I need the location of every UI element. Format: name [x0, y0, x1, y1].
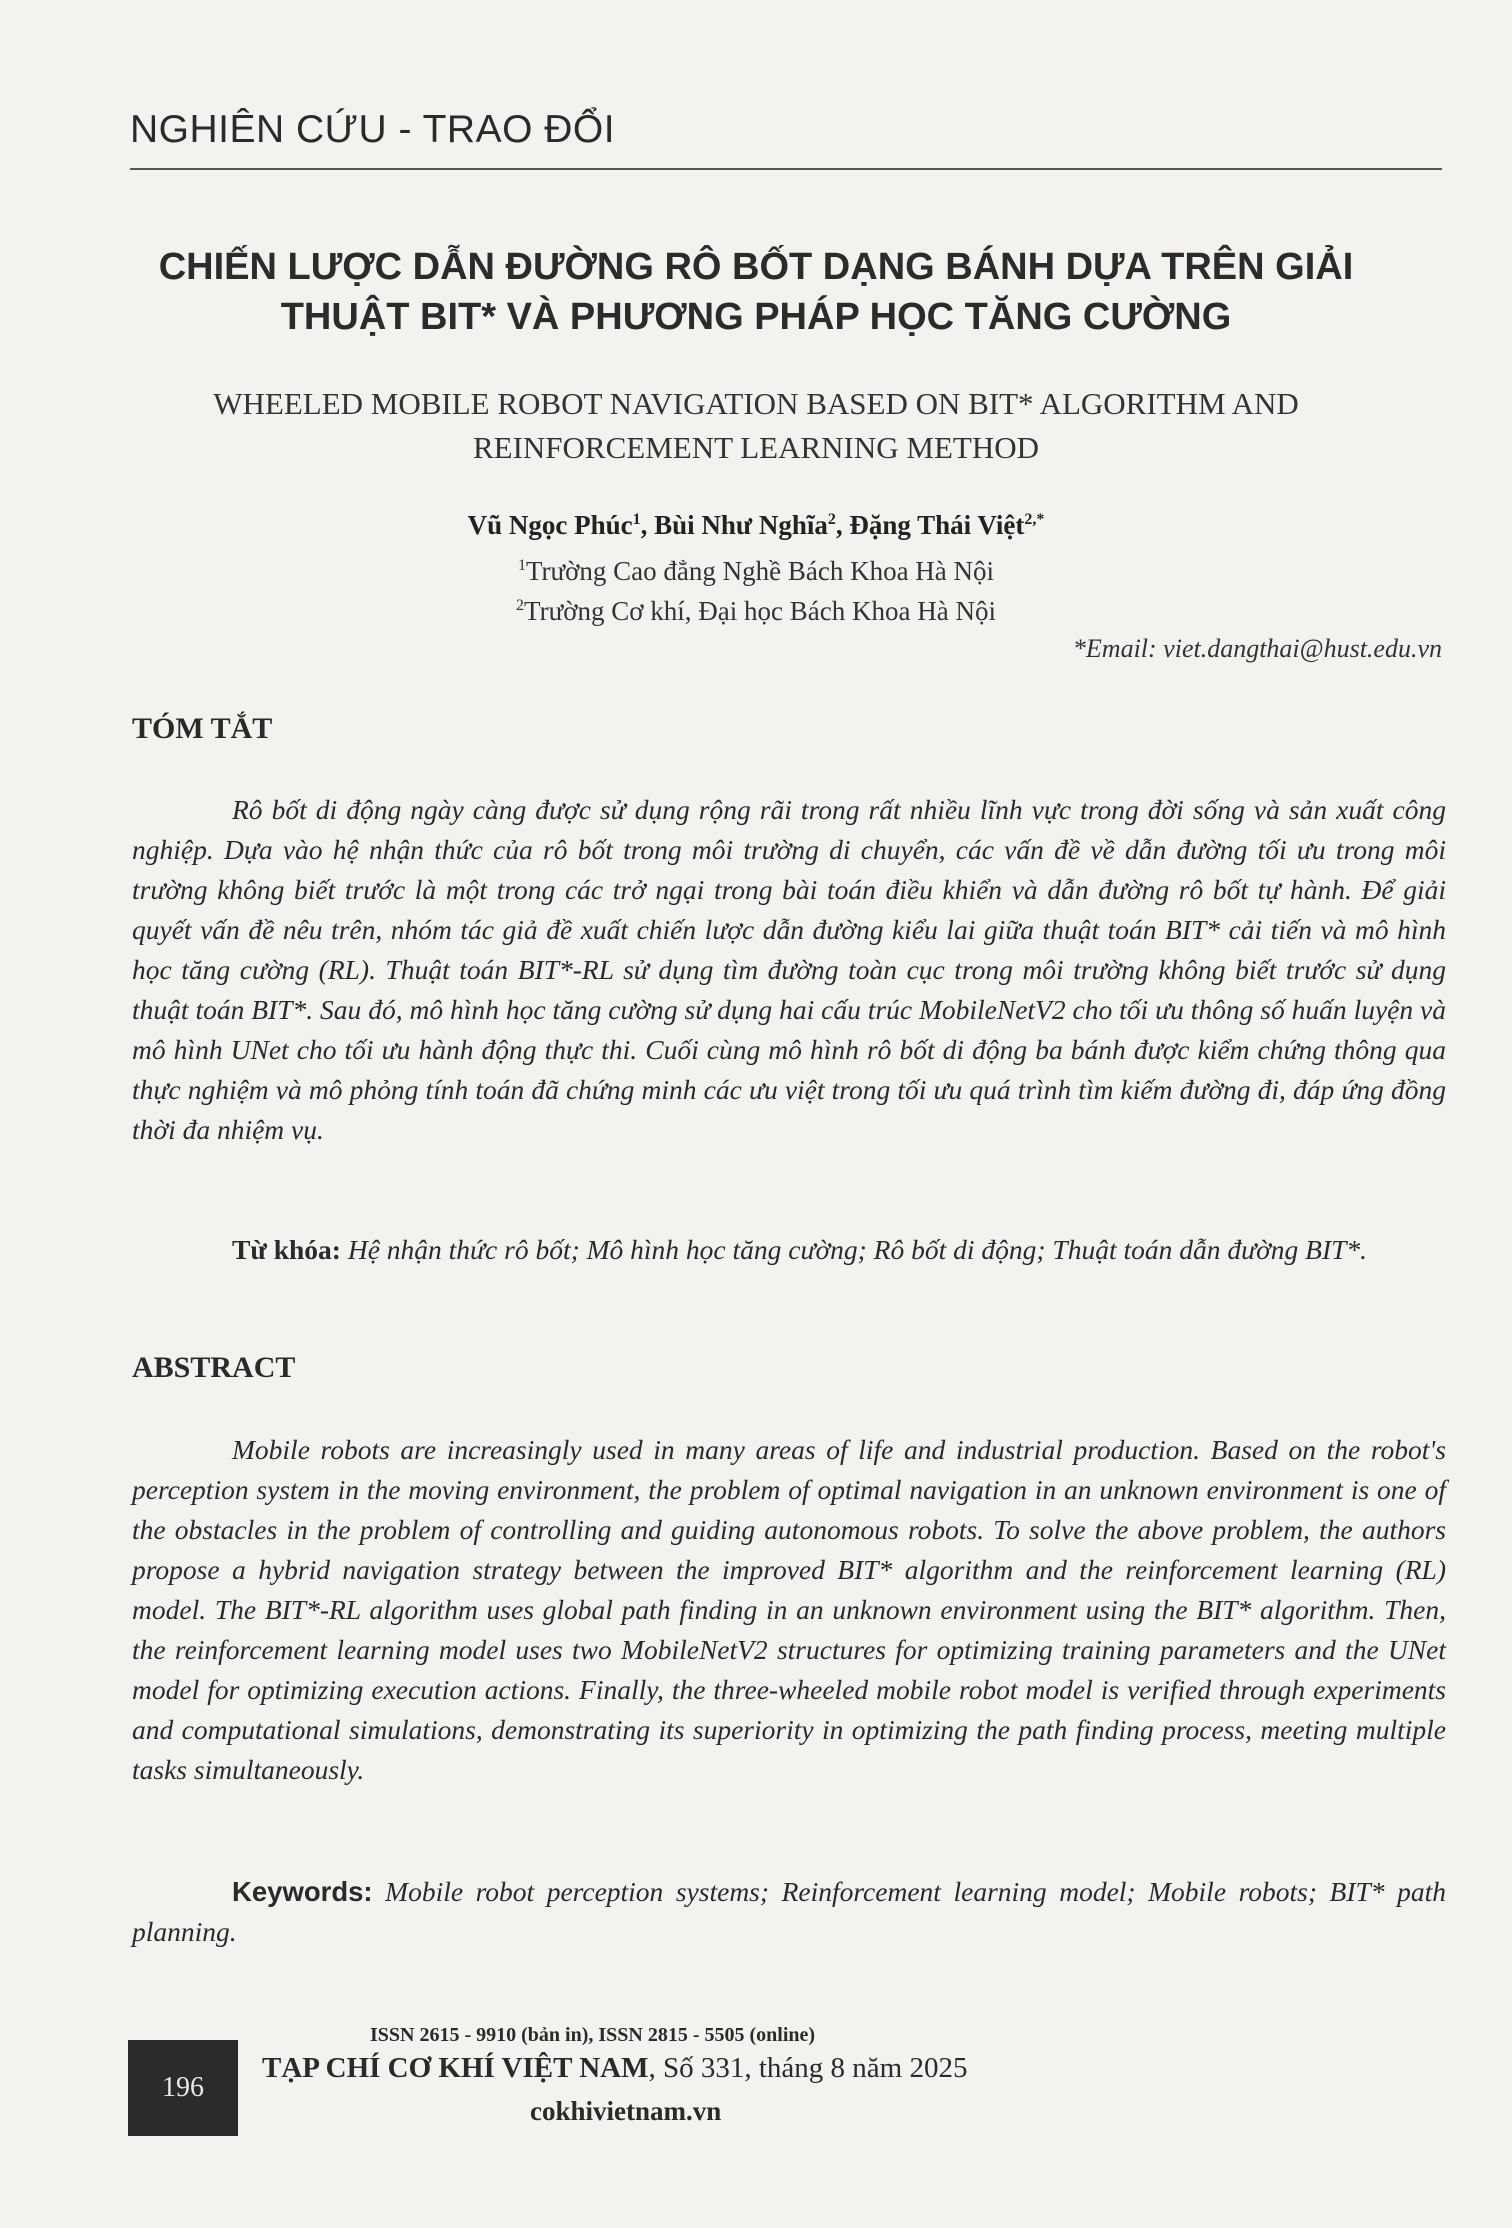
title-en-line-1: WHEELED MOBILE ROBOT NAVIGATION BASED ON BIT* ALGORITHM AND: [213, 386, 1299, 421]
section-header: NGHIÊN CỨU - TRAO ĐỔI: [130, 108, 616, 151]
footer-issn: ISSN 2615 - 9910 (bản in), ISSN 2815 - 5505 (online): [370, 2024, 816, 2046]
page-number-box: [128, 2040, 238, 2136]
affiliation-2-sup: 2: [516, 597, 525, 614]
title-english: [100, 382, 1412, 470]
affiliation-1-text: Trường Cao đẳng Nghề Bách Khoa Hà Nội: [525, 556, 995, 586]
header-rule: [130, 168, 1442, 170]
author-1-name: Vũ Ngọc Phúc: [467, 510, 633, 540]
title-vi-line-2: THUẬT BIT* VÀ PHƯƠNG PHÁP HỌC TĂNG CƯỜNG: [280, 296, 1232, 338]
keywords-vi: [132, 1230, 1446, 1270]
author-2-name: Bùi Như Nghĩa: [654, 510, 828, 540]
abstract-en-heading: ABSTRACT: [132, 1351, 296, 1384]
author-sep-1: ,: [640, 510, 655, 540]
affiliation-2-text: Trường Cơ khí, Đại học Bách Khoa Hà Nội: [524, 596, 996, 626]
footer-issue: , Số 331, tháng 8 năm 2025: [648, 2052, 968, 2084]
keywords-en: [132, 1872, 1446, 1952]
abstract-vi-body: Rô bốt di động ngày càng được sử dụng rộng rãi trong rất nhiều lĩnh vực trong đời sống và sản xuất công nghiệp. Dựa vào hệ nhận thức của rô bốt trong môi trường di chuyển, các vấn đề về dẫn đường tối ưu trong môi trường không biết trước là một trong các trở ngại trong bài toán điều khiển và dẫn đường rô bốt tự hành. Để giải quyết vấn đề nêu trên, nhóm tác giả đề xuất chiến lược dẫn đường kiểu lai giữa thuật toán BIT* cải tiến và mô hình học tăng cường (RL). Thuật toán BIT*-RL sử dụng tìm đường toàn cục trong môi trường không biết trước sử dụng thuật toán BIT*. Sau đó, mô hình học tăng cường sử dụng hai cấu trúc MobileNetV2 cho tối ưu thông số huấn luyện và mô hình UNet cho tối ưu hành động thực thi. Cuối cùng mô hình rô bốt di động ba bánh được kiểm chứng thông qua thực nghiệm và mô phỏng tính toán đã chứng minh các ưu việt trong tối ưu quá trình tìm kiếm đường đi, đáp ứng đồng thời đa nhiệm vụ.: [132, 794, 1446, 1145]
keywords-vi-label: Từ khóa:: [232, 1234, 341, 1265]
keywords-vi-text: Hệ nhận thức rô bốt; Mô hình học tăng cường; Rô bốt di động; Thuật toán dẫn đường BIT*.: [347, 1234, 1368, 1265]
author-1-affil-sup: 1: [632, 511, 641, 528]
affiliation-1-sup: 1: [517, 557, 526, 574]
title-vietnamese: [100, 242, 1412, 342]
title-en-line-2: REINFORCEMENT LEARNING METHOD: [472, 430, 1040, 465]
author-3-affil-sup: 2,*: [1024, 511, 1045, 528]
title-vi-line-1: CHIẾN LƯỢC DẪN ĐƯỜNG RÔ BỐT DẠNG BÁNH DỰA TRÊN GIẢI: [158, 246, 1354, 288]
author-2-affil-sup: 2: [827, 511, 836, 528]
affiliation-1: [300, 556, 1212, 587]
footer-journal-name: TẠP CHÍ CƠ KHÍ VIỆT NAM: [262, 2052, 649, 2084]
corresponding-email[interactable]: *Email: viet.dangthai@hust.edu.vn: [1072, 634, 1442, 663]
abstract-vi-heading: TÓM TẮT: [132, 712, 273, 745]
author-3-name: Đặng Thái Việt: [849, 510, 1025, 540]
footer-journal: [262, 2052, 967, 2085]
keywords-en-label: Keywords:: [232, 1876, 373, 1907]
affiliation-2: [300, 596, 1212, 627]
author-list: [300, 510, 1212, 541]
author-sep-2: ,: [835, 510, 850, 540]
page-number: 196: [162, 2072, 204, 2103]
keywords-en-text: Mobile robot perception systems; Reinforcement learning model; Mobile robots; BIT* path planning.: [132, 1876, 1447, 1947]
footer-website[interactable]: cokhivietnam.vn: [530, 2096, 722, 2126]
abstract-en-body: Mobile robots are increasingly used in many areas of life and industrial production. Based on the robot's perception system in the moving environment, the problem of optimal navigation in an unknown environment is one of the obstacles in the problem of controlling and guiding autonomous robots. To solve the above problem, the authors propose a hybrid navigation strategy between the improved BIT* algorithm and the reinforcement learning (RL) model. The BIT*-RL algorithm uses global path finding in an unknown environment using the BIT* algorithm. Then, the reinforcement learning model uses two MobileNetV2 structures for optimizing training parameters and the UNet model for optimizing execution actions. Finally, the three-wheeled mobile robot model is verified through experiments and computational simulations, demonstrating its superiority in optimizing the path finding process, meeting multiple tasks simultaneously.: [132, 1434, 1446, 1785]
